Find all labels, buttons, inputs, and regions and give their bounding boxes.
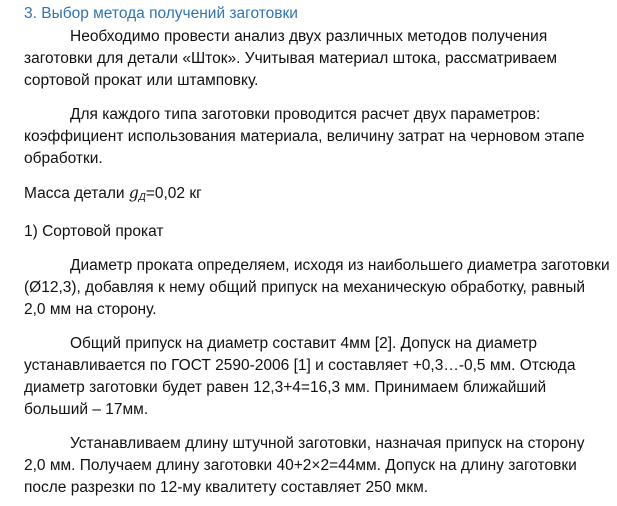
diameter-paragraph: Диаметр проката определяем, исходя из наибольшего диаметра заготовки (Ø12,3), добавляя к нему общий припуск на механическую обработку, равный 2,0 мм на сторону. — [24, 257, 610, 318]
length-paragraph: Устанавливаем длину штучной заготовки, назначая припуск на сторону 2,0 мм. Получаем длину заготовки 40+2×2=44мм. Допуск на длину заготовки после разрезки по 12-му квалитету составляет 250 мкм. — [24, 435, 585, 496]
mass-symbol: g — [128, 184, 139, 202]
mass-value: =0,02 кг — [145, 185, 202, 202]
mass-subscript: Д — [138, 192, 146, 203]
mass-prefix: Масса детали — [24, 185, 129, 202]
document-page — [24, 0, 610, 499]
mass-line — [24, 182, 610, 209]
subsection-heading: 1) Сортовой прокат — [24, 223, 164, 240]
intro-paragraph: Необходимо провести анализ двух различных методов получения заготовки для детали «Шток». Учитывая материал штока, рассматриваем сортовой прокат или штамповку. — [24, 28, 558, 89]
allowance-paragraph: Общий припуск на диаметр составит 4мм [2]. Допуск на диаметр устанавливается по ГОСТ 2590-2006 [1] и составляет +0,3…-0,5 мм. Отсюда диаметр заготовки будет равен 12,3+4=16,3 мм. Принимаем ближайший больший – 17мм. — [24, 335, 576, 418]
params-paragraph: Для каждого типа заготовки проводится расчет двух параметров: коэффициент использования материала, величину затрат на черновом этапе обработки. — [24, 106, 585, 167]
section-heading: 3. Выбор метода получений заготовки — [24, 5, 298, 22]
